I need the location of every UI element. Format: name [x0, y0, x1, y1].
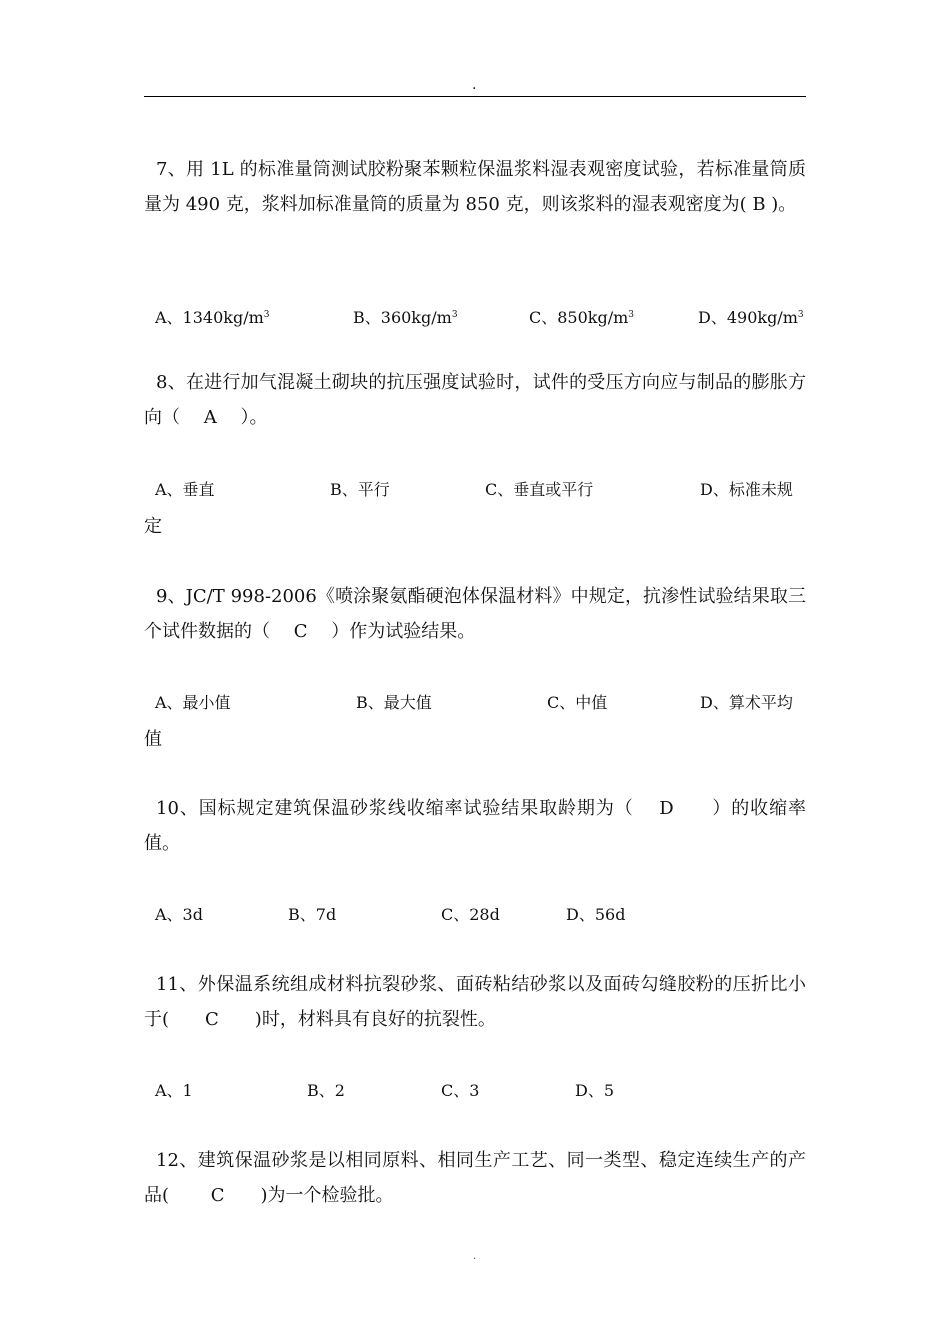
option-a: A、$1340kg/m^3$	[155, 308, 270, 327]
option-b: B、$360kg/m^3$	[353, 308, 458, 327]
option-b: B、7d	[288, 905, 337, 924]
option-c: C、28d	[441, 905, 500, 924]
option-d: D、$490kg/m^3$	[698, 308, 804, 327]
question-9	[144, 579, 806, 649]
option-d: D、标准未规	[700, 480, 793, 499]
question-8	[144, 365, 806, 435]
option-d-wrap: 定	[144, 516, 162, 537]
option-d: D、56d	[566, 905, 626, 924]
option-d-wrap: 值	[144, 729, 162, 750]
footer-dot: .	[473, 1251, 477, 1262]
question-text: 11、外保温系统组成材料抗裂砂浆、面砖粘结砂浆以及面砖勾缝胶粉的压折比小于( C )时，材料具有良好的抗裂性。	[144, 974, 806, 1030]
option-c: C、中值	[547, 693, 608, 712]
option-c: C、3	[441, 1081, 480, 1100]
option-b: B、2	[307, 1081, 345, 1100]
question-10	[144, 791, 806, 861]
header-rule	[144, 96, 806, 97]
question-text: 9、JC/T 998-2006《喷涂聚氨酯硬泡体保温材料》中规定，抗渗性试验结果取三个试件数据的（ C ）作为试验结果。	[144, 586, 806, 642]
question-text: 7、用 1L 的标准量筒测试胶粉聚苯颗粒保温浆料湿表观密度试验，若标准量筒质量为 490 克，浆料加标准量筒的质量为 850 克，则该浆料的湿表观密度为( B )。	[144, 159, 806, 215]
question-7	[144, 152, 806, 222]
question-text: 8、在进行加气混凝土砌块的抗压强度试验时，试件的受压方向应与制品的膨胀方向（ A ）。	[144, 372, 806, 428]
options-8	[155, 475, 806, 505]
question-text: 10、国标规定建筑保温砂浆线收缩率试验结果取龄期为（ D ）的收缩率值。	[144, 798, 806, 854]
option-b: B、平行	[330, 480, 390, 499]
option-b: B、最大值	[356, 693, 432, 712]
options-7	[155, 300, 806, 330]
option-a: A、1	[155, 1081, 193, 1100]
header-dot: .	[472, 77, 477, 93]
option-a: A、最小值	[155, 693, 231, 712]
option-d: D、算术平均	[700, 693, 793, 712]
options-11	[155, 1076, 806, 1106]
option-c: C、$850kg/m^3$	[529, 308, 635, 327]
option-d: D、5	[575, 1081, 615, 1100]
question-text: 12、建筑保温砂浆是以相同原料、相同生产工艺、同一类型、稳定连续生产的产品( C )为一个检验批。	[144, 1150, 806, 1206]
option-a: A、3d	[155, 905, 203, 924]
question-12	[144, 1143, 806, 1213]
options-9	[155, 688, 806, 718]
question-11	[144, 967, 806, 1037]
option-c: C、垂直或平行	[485, 480, 594, 499]
options-10	[155, 900, 806, 930]
option-a: A、垂直	[155, 480, 215, 499]
